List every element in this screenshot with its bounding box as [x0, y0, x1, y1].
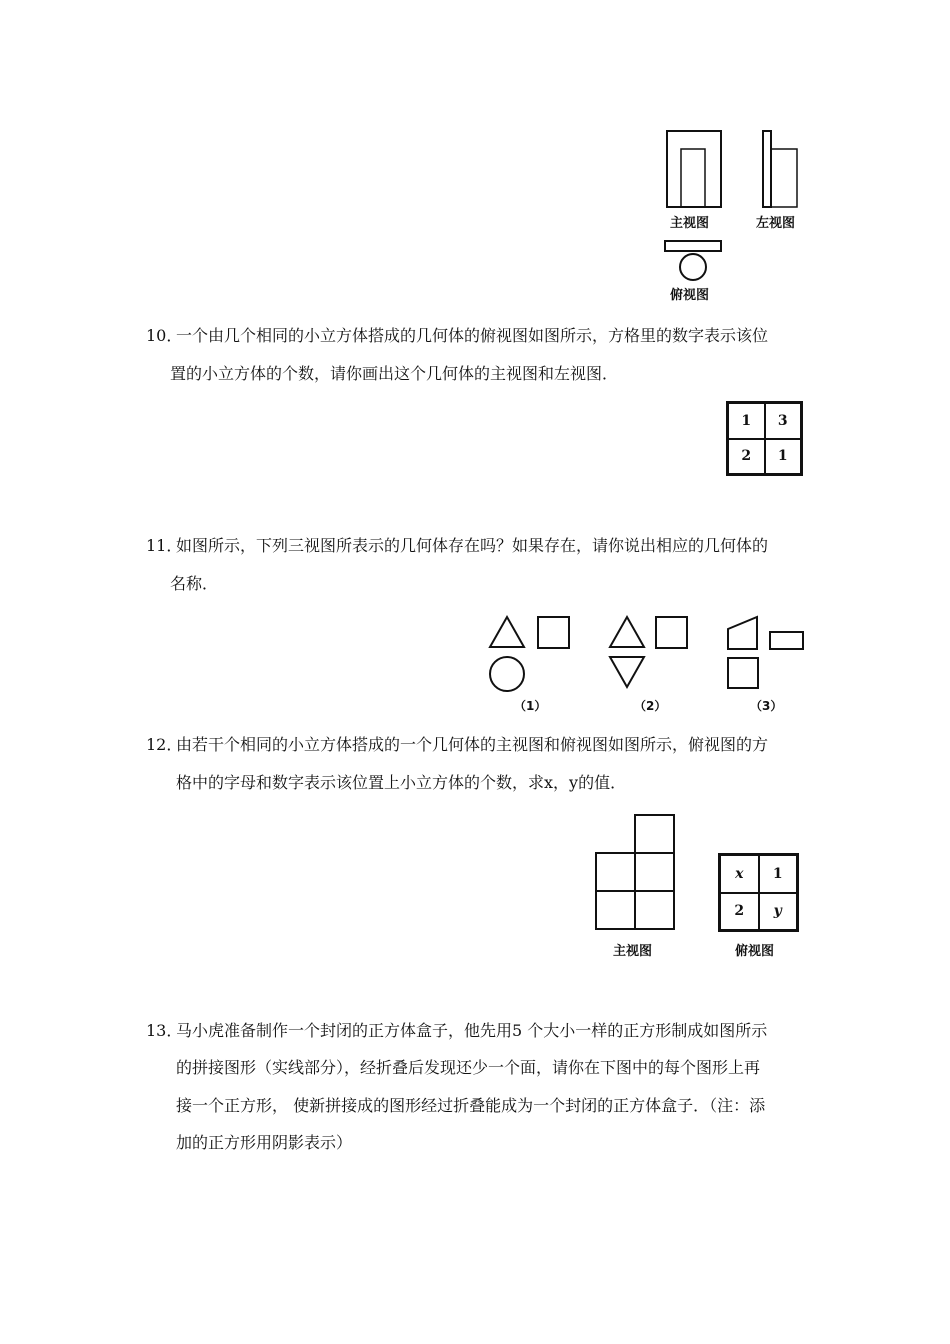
q10-number: 10． — [146, 326, 183, 345]
q12-line-1: 由若干个相同的小立方体搭成的一个几何体的主视图和俯视图如图所示，俯视图的方 — [176, 735, 769, 754]
q11-caption-2: （2） — [634, 699, 667, 713]
left-view-drawing — [762, 130, 802, 210]
q13-number: 13． — [146, 1021, 183, 1040]
grid-cell: y — [759, 893, 798, 931]
top-view-label: 俯视图 — [670, 288, 710, 303]
grid-cell: x — [720, 855, 759, 893]
grid-cell: 1 — [765, 439, 802, 475]
grid-cell: 2 — [728, 439, 765, 475]
q12-line-2: 格中的字母和数字表示该位置上小立方体的个数，求x，y的值． — [176, 773, 627, 792]
q13-line-3: 接一个正方形， 使新拼接成的图形经过折叠能成为一个封闭的正方体盒子．（注：添 — [176, 1096, 766, 1115]
front-view-label: 主视图 — [670, 216, 710, 231]
q10-top-view-grid — [726, 401, 803, 476]
grid-cell: 2 — [720, 893, 759, 931]
q12-front-view — [594, 814, 676, 932]
q12-top-view-label: 俯视图 — [735, 944, 775, 959]
front-view-drawing — [666, 130, 722, 210]
q13-line-1: 马小虎准备制作一个封闭的正方体盒子，他先用5 个大小一样的正方形制成如图所示 — [176, 1021, 768, 1040]
q12-number: 12． — [146, 735, 183, 754]
top-view-drawing — [664, 240, 724, 286]
q12-top-view-grid — [718, 853, 799, 932]
q11-number: 11． — [146, 536, 183, 555]
q11-line-1: 如图所示，下列三视图所表示的几何体存在吗？如果存在，请你说出相应的几何体的 — [176, 536, 769, 555]
q10-line-2: 置的小立方体的个数，请你画出这个几何体的主视图和左视图． — [170, 364, 619, 383]
q11-figure-1 — [488, 615, 572, 695]
q11-line-2: 名称． — [170, 574, 219, 593]
left-view-label: 左视图 — [756, 216, 796, 231]
grid-cell: 1 — [728, 403, 765, 439]
q11-figure-3 — [726, 615, 810, 695]
q11-figure-2 — [608, 615, 692, 695]
grid-cell: 1 — [759, 855, 798, 893]
grid-cell: 3 — [765, 403, 802, 439]
q13-line-2: 的拼接图形（实线部分），经折叠后发现还少一个面，请你在下图中的每个图形上再 — [176, 1058, 761, 1077]
q10-line-1: 一个由几个相同的小立方体搭成的几何体的俯视图如图所示，方格里的数字表示该位 — [176, 326, 769, 345]
q11-caption-1: （1） — [514, 699, 547, 713]
q12-front-view-label: 主视图 — [613, 944, 653, 959]
q13-line-4: 加的正方形用阴影表示） — [176, 1133, 353, 1152]
q11-caption-3: （3） — [750, 699, 783, 713]
